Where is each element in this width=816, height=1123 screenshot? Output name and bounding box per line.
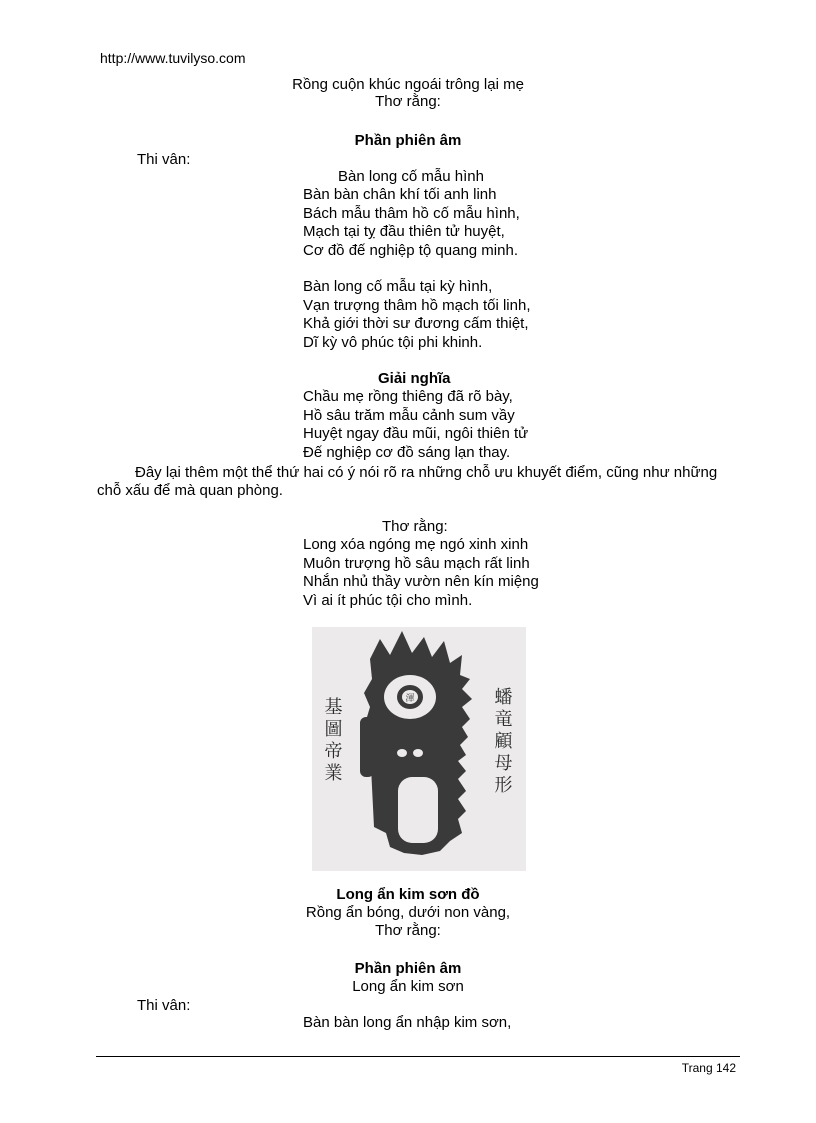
stanza-line: Vì ai ít phúc tội cho mình. bbox=[303, 591, 473, 609]
right-vertical-text: 蟠竜顧母形 bbox=[491, 687, 513, 797]
stanza-line: Huyệt ngay đầu mũi, ngôi thiên tử bbox=[303, 425, 529, 442]
stanza-line: Muôn trượng hồ sâu mạch rất linh bbox=[303, 554, 530, 572]
poem-2 bbox=[303, 536, 539, 610]
paragraph-text: Đây lại thêm một thể thứ hai có ý nói rõ ra những chỗ ưu khuyết điểm, cũng như những chỗ xấu để mà quan phòng. bbox=[97, 464, 718, 499]
stanza-line: Nhắn nhủ thầy vườn nên kín miệng bbox=[303, 573, 539, 590]
stanza-line: Bách mẫu thâm hồ cố mẫu hình, bbox=[303, 204, 520, 222]
section2-tho-rang: Thơ rằng: bbox=[375, 922, 441, 939]
section2-thi-van: Thi vân: bbox=[137, 997, 191, 1014]
section2-poem-title: Long ẩn kim sơn bbox=[352, 978, 464, 995]
stanza-line: Cơ đồ đế nghiệp tộ quang minh. bbox=[303, 241, 518, 259]
stanza-1 bbox=[303, 186, 520, 260]
stanza-line: Khả giới thời sư đương cấm thiệt, bbox=[303, 315, 529, 332]
stanza-line: Bàn bàn chân khí tối anh linh bbox=[303, 186, 497, 203]
stanza-line: Hồ sâu trăm mẫu cảnh sum vầy bbox=[303, 406, 515, 424]
section2-first-line: Bàn bàn long ẩn nhập kim sơn, bbox=[303, 1014, 512, 1031]
body-paragraph bbox=[97, 464, 737, 500]
giai-nghia-title: Giải nghĩa bbox=[378, 370, 451, 387]
section2-phien-am-title: Phần phiên âm bbox=[354, 960, 462, 977]
stanza-line: Đế nghiệp cơ đồ sáng lạn thay. bbox=[303, 443, 511, 461]
thi-van-label: Thi vân: bbox=[137, 151, 191, 168]
section2-title: Long ẩn kim sơn đồ bbox=[336, 886, 480, 903]
giai-nghia-stanza bbox=[303, 388, 528, 462]
footer-divider bbox=[96, 1056, 740, 1057]
poem-title: Bàn long cố mẫu hình bbox=[338, 168, 484, 185]
phien-am-title: Phần phiên âm bbox=[354, 132, 462, 149]
intro-line: Rồng cuộn khúc ngoái trông lại mẹ bbox=[292, 76, 524, 93]
dragon-figure-drawing bbox=[312, 627, 526, 871]
stanza-line: Vạn trượng thâm hồ mạch tối linh, bbox=[303, 296, 531, 314]
stanza-2 bbox=[303, 278, 531, 352]
dragon-illustration bbox=[312, 627, 526, 871]
stanza-line: Bàn long cố mẫu tại kỳ hình, bbox=[303, 278, 493, 295]
page-number: Trang 142 bbox=[681, 1061, 736, 1075]
section2-intro: Rồng ẩn bóng, dưới non vàng, bbox=[305, 904, 511, 921]
stanza-line: Long xóa ngóng mẹ ngó xinh xinh bbox=[303, 536, 529, 553]
stanza-line: Dĩ kỳ vô phúc tội phi khinh. bbox=[303, 333, 483, 351]
stanza-line: Mạch tại tỵ đầu thiên tử huyệt, bbox=[303, 223, 505, 240]
header-url: http://www.tuvilyso.com bbox=[100, 50, 246, 66]
left-vertical-text: 基圖帝業 bbox=[321, 697, 343, 785]
tho-rang: Thơ rằng: bbox=[375, 93, 441, 110]
seal-glyph: 渾 bbox=[405, 694, 415, 704]
stanza-line: Chầu mẹ rồng thiêng đã rõ bày, bbox=[303, 388, 513, 405]
tho-rang-2: Thơ rằng: bbox=[382, 518, 448, 535]
